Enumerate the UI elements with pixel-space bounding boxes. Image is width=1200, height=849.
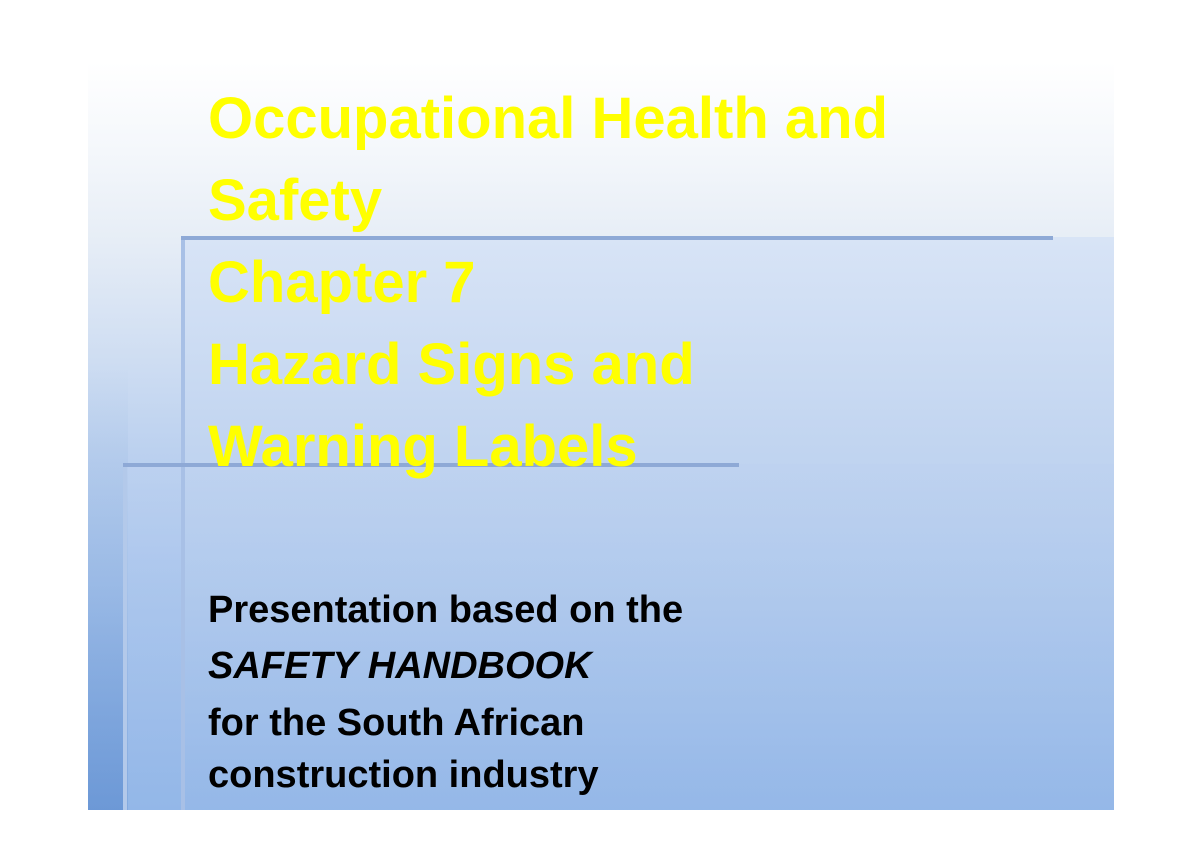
subtitle-line-industry: construction industry [208, 754, 599, 796]
title-line-chapter: Chapter 7 [208, 250, 476, 315]
background-shade [88, 62, 128, 810]
title-slide [88, 62, 1114, 810]
subtitle-line-south-african: for the South African [208, 702, 585, 744]
title-line-occupational: Occupational Health and [208, 86, 888, 151]
slide-subtitle [208, 582, 1008, 798]
decorative-rule-vertical-lower [123, 464, 127, 810]
title-line-hazard-signs: Hazard Signs and [208, 332, 695, 397]
slide-title [208, 78, 1088, 488]
subtitle-line-handbook: SAFETY HANDBOOK [208, 645, 592, 687]
title-line-safety: Safety [208, 168, 383, 233]
decorative-rule-vertical-upper [181, 237, 185, 810]
title-line-warning-labels: Warning Labels [208, 414, 638, 479]
subtitle-line-presentation: Presentation based on the [208, 589, 684, 631]
